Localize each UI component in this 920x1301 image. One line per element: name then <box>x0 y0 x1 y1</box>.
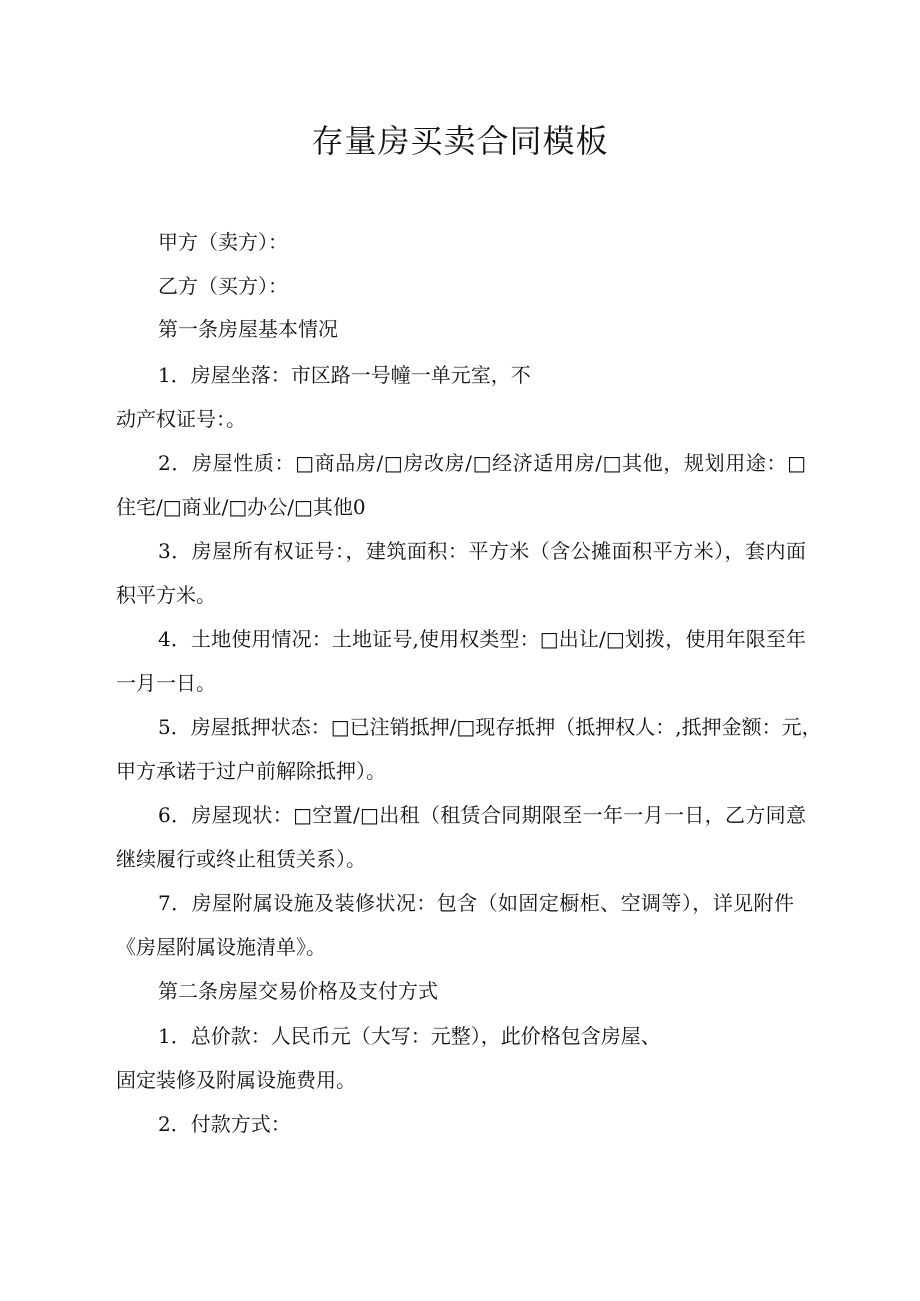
clause-2-2-line-1: 2．付款方式： <box>158 1112 291 1136</box>
party-b-line: 乙方（买方）： <box>158 274 288 298</box>
article-2-heading: 第二条房屋交易价格及支付方式 <box>158 979 438 1003</box>
clause-1-7-line-2: 《房屋附属设施清单》。 <box>116 935 326 959</box>
clause-1-1-line-2: 动产权证号：。 <box>116 407 246 431</box>
clause-1-4-line-1: 4．土地使用情况：土地证号,使用权类型：□出让/□划拨，使用年限至年 <box>158 627 806 651</box>
party-a-line: 甲方（卖方）： <box>158 230 288 254</box>
clause-1-7-line-1: 7．房屋附属设施及装修状况：包含（如固定橱柜、空调等），详见附件 <box>158 891 794 915</box>
clause-1-2-line-1: 2．房屋性质：□商品房/□房改房/□经济适用房/□其他，规划用途：□ <box>158 451 806 475</box>
clause-1-5-line-1: 5．房屋抵押状态：□已注销抵押/□现存抵押（抵押权人：,抵押金额：元， <box>158 715 822 739</box>
clause-1-3-line-1: 3．房屋所有权证号：，建筑面积：平方米（含公摊面积平方米），套内面 <box>158 539 806 563</box>
clause-1-6-line-2: 继续履行或终止租赁关系）。 <box>116 847 366 871</box>
clause-1-4-line-2: 一月一日。 <box>116 671 216 695</box>
article-1-heading: 第一条房屋基本情况 <box>158 317 338 341</box>
clause-1-3-line-2: 积平方米。 <box>116 583 216 607</box>
clause-1-1-line-1: 1．房屋坐落：市区路一号幢一单元室，不 <box>158 363 531 387</box>
clause-1-2-line-2: 住宅/□商业/□办公/□其他0 <box>116 495 366 519</box>
clause-1-5-line-2: 甲方承诺于过户前解除抵押）。 <box>116 759 386 783</box>
clause-1-6-line-1: 6．房屋现状：□空置/□出租（租赁合同期限至一年一月一日，乙方同意 <box>158 803 806 827</box>
clause-2-1-line-2: 固定装修及附属设施费用。 <box>116 1068 356 1092</box>
clause-2-1-line-1: 1．总价款：人民币元（大写：元整），此价格包含房屋、 <box>158 1024 661 1048</box>
document-title: 存量房买卖合同模板 <box>311 122 609 160</box>
